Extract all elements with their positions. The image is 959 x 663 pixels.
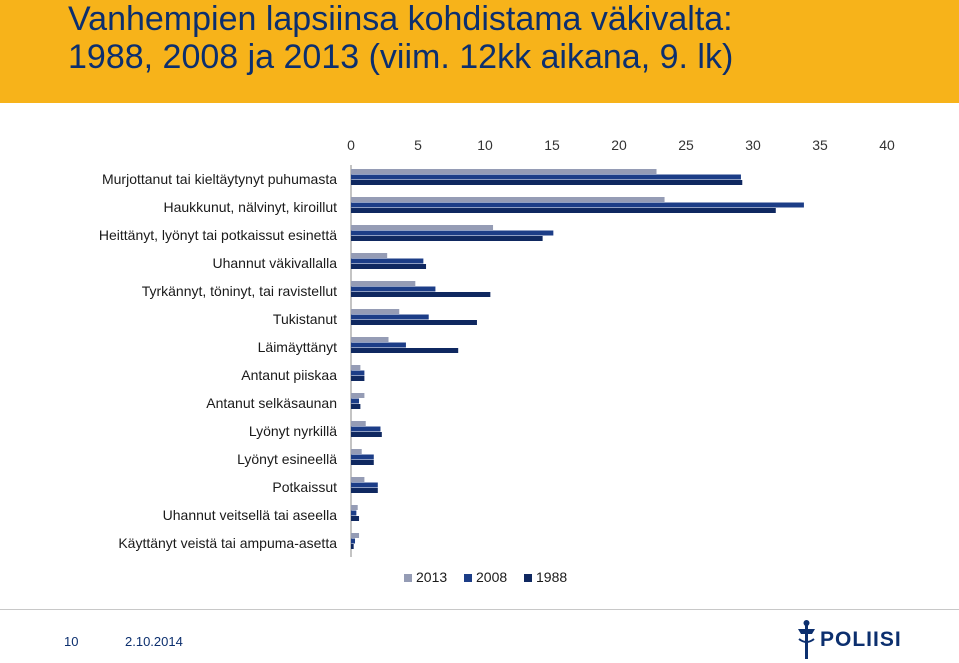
category-label: Heittänyt, lyönyt tai potkaissut esinettä (98, 227, 337, 243)
footer-date: 2.10.2014 (125, 634, 183, 649)
bar-1988 (351, 460, 374, 465)
bar-1988 (351, 404, 360, 409)
legend-swatch-2013 (404, 574, 412, 582)
bar-1988 (351, 488, 378, 493)
bar-2008 (351, 203, 804, 208)
x-tick-label: 0 (347, 137, 355, 153)
bar-2013 (351, 421, 366, 426)
bar-2008 (351, 427, 380, 432)
legend-swatch-1988 (524, 574, 532, 582)
bar-1988 (351, 208, 776, 213)
category-label: Antanut piiskaa (241, 367, 337, 383)
legend-label: 1988 (536, 569, 568, 585)
bar-2008 (351, 371, 364, 376)
footer-divider (0, 609, 959, 610)
bar-1988 (351, 432, 382, 437)
x-tick-label: 35 (812, 137, 828, 153)
category-label: Antanut selkäsaunan (206, 395, 337, 411)
bar-2013 (351, 449, 362, 454)
bar-1988 (351, 264, 426, 269)
bar-2013 (351, 253, 387, 258)
x-tick-label: 15 (544, 137, 560, 153)
bar-2008 (351, 483, 378, 488)
category-label: Lyönyt esineellä (237, 451, 337, 467)
bar-1988 (351, 544, 354, 549)
bar-1988 (351, 348, 458, 353)
x-tick-label: 10 (477, 137, 493, 153)
bar-2008 (351, 399, 359, 404)
bar-2008 (351, 539, 355, 544)
category-label: Lyönyt nyrkillä (248, 423, 337, 439)
bar-1988 (351, 236, 543, 241)
bar-1988 (351, 320, 477, 325)
bar-2008 (351, 231, 553, 236)
legend-label: 2013 (416, 569, 448, 585)
legend-swatch-2008 (464, 574, 472, 582)
slide-title-line-1: Vanhempien lapsiinsa kohdistama väkivalta: (68, 0, 733, 38)
category-label: Läimäyttänyt (257, 339, 337, 355)
category-label: Käyttänyt veistä tai ampuma-asetta (118, 535, 337, 551)
bar-2008 (351, 259, 423, 264)
category-label: Uhannut väkivallalla (212, 255, 337, 271)
category-label: Tukistanut (272, 311, 337, 327)
slide-title-line-2: 1988, 2008 ja 2013 (viim. 12kk aikana, 9. lk) (68, 38, 734, 76)
bar-2013 (351, 393, 364, 398)
bar-2013 (351, 365, 360, 370)
legend-label: 2008 (476, 569, 508, 585)
x-tick-label: 25 (678, 137, 694, 153)
bar-2013 (351, 225, 493, 230)
category-label: Tyrkännyt, töninyt, tai ravistellut (141, 283, 337, 299)
logo-text: POLIISI (820, 628, 902, 651)
bar-2008 (351, 455, 374, 460)
bar-2013 (351, 281, 415, 286)
x-tick-label: 30 (745, 137, 761, 153)
category-label: Murjottanut tai kieltäytynyt puhumasta (101, 171, 337, 187)
bar-2013 (351, 169, 657, 174)
bar-2013 (351, 309, 399, 314)
bar-1988 (351, 292, 490, 297)
bar-1988 (351, 376, 364, 381)
bar-2013 (351, 505, 358, 510)
bar-2008 (351, 175, 741, 180)
category-label: Haukkunut, nälvinyt, kiroillut (163, 199, 337, 215)
x-tick-label: 40 (879, 137, 895, 153)
bar-1988 (351, 180, 742, 185)
x-tick-label: 5 (414, 137, 422, 153)
category-label: Potkaissut (272, 479, 337, 495)
x-tick-label: 20 (611, 137, 627, 153)
bar-2013 (351, 197, 665, 202)
bar-2008 (351, 315, 429, 320)
bar-2013 (351, 477, 364, 482)
bar-2008 (351, 287, 435, 292)
bar-2013 (351, 337, 389, 342)
bar-2013 (351, 533, 359, 538)
bar-2008 (351, 511, 356, 516)
bar-2008 (351, 343, 406, 348)
category-label: Uhannut veitsellä tai aseella (162, 507, 337, 523)
page-number: 10 (64, 634, 79, 649)
bar-1988 (351, 516, 359, 521)
